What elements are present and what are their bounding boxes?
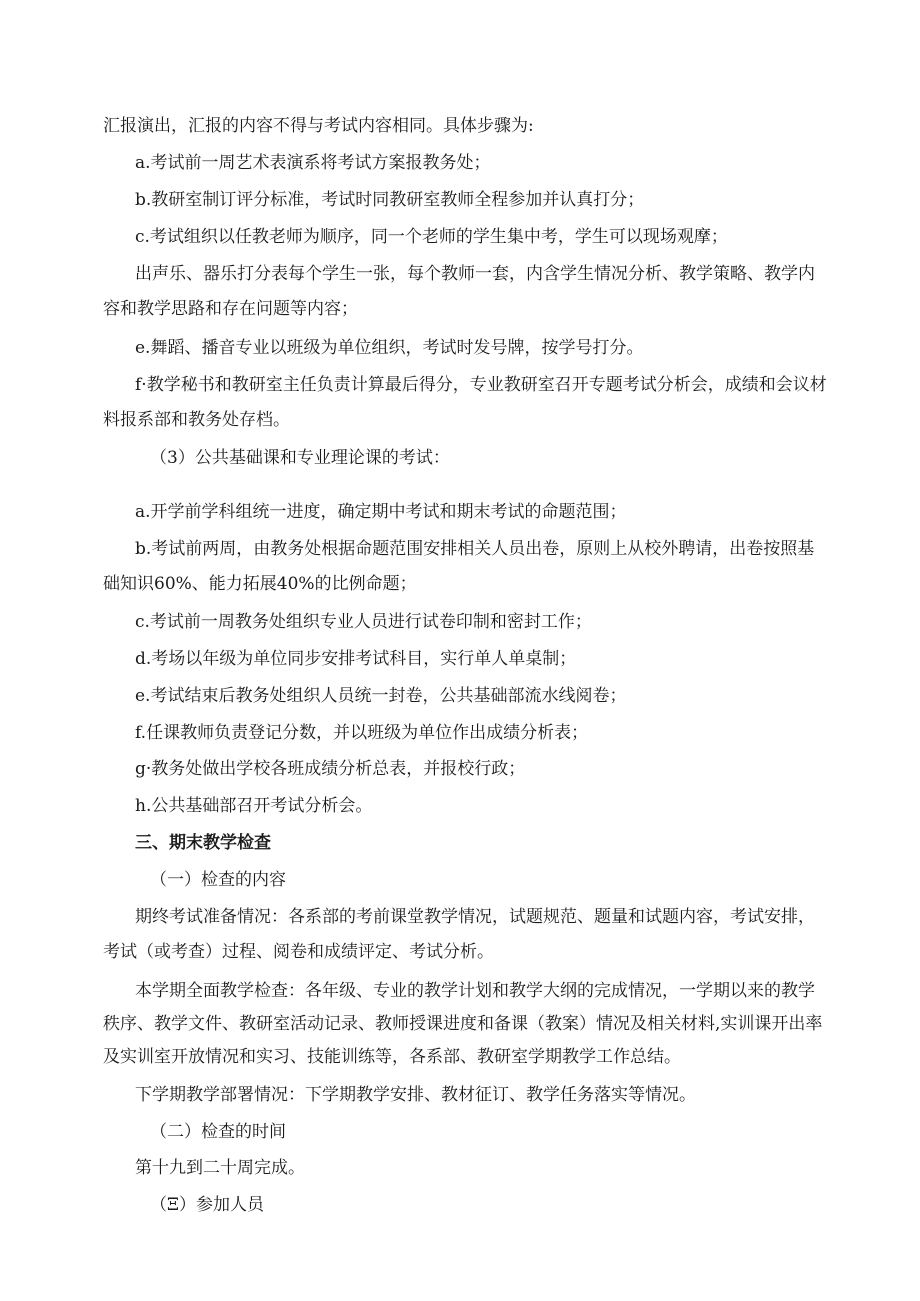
text-line: b.教研室制订评分标准，考试时同教研室教师全程参加并认真打分； bbox=[135, 190, 645, 210]
text-line: a.开学前学科组统一进度，确定期中考试和期末考试的命题范围； bbox=[135, 502, 627, 522]
text-line: 秩序、教学文件、教研室活动记录、教师授课进度和备课（教案）情况及相关材料,实训课开出率 bbox=[103, 1014, 823, 1034]
text-line: e.舞蹈、播音专业以班级为单位组织，考试时发号牌，按学号打分。 bbox=[135, 338, 644, 358]
text-line: d.考场以年级为单位同步安排考试科目，实行单人单桌制； bbox=[135, 649, 577, 669]
section-heading: （3）公共基础课和专业理论课的考试： bbox=[150, 448, 450, 468]
text-line: 本学期全面教学检查：各年级、专业的教学计划和教学大纲的完成情况，一学期以来的教学 bbox=[135, 981, 815, 1001]
subsection-heading: （二）检查的时间 bbox=[150, 1122, 286, 1142]
text-line: 及实训室开放情况和实习、技能训练等，各系部、教研室学期教学工作总结。 bbox=[103, 1047, 681, 1067]
text-line: 第十九到二十周完成。 bbox=[135, 1158, 305, 1178]
text-line: f·教学秘书和教研室主任负责计算最后得分，专业教研室召开专题考试分析会，成绩和会议材 bbox=[135, 375, 827, 395]
text-line: g·教务处做出学校各班成绩分析总表，并报校行政； bbox=[135, 759, 526, 779]
text-line: h.公共基础部召开考试分析会。 bbox=[135, 796, 373, 816]
text-line: 期终考试准备情况：各系部的考前课堂教学情况，试题规范、题量和试题内容，考试安排， bbox=[135, 907, 815, 927]
text-line: 容和教学思路和存在问题等内容； bbox=[103, 299, 358, 319]
text-line: f.任课教师负责登记分数，并以班级为单位作出成绩分析表； bbox=[135, 723, 589, 743]
text-line: c.考试组织以任教老师为顺序，同一个老师的学生集中考，学生可以现场观摩； bbox=[135, 227, 728, 247]
text-line: 下学期教学部署情况：下学期教学安排、教材征订、教学任务落实等情况。 bbox=[135, 1085, 696, 1105]
subsection-heading: （Ξ）参加人员 bbox=[150, 1195, 264, 1215]
text-line: a.考试前一周艺术表演系将考试方案报教务处； bbox=[135, 153, 491, 173]
text-line: 出声乐、器乐打分表每个学生一张，每个教师一套，内含学生情况分析、教学策略、教学内 bbox=[135, 264, 815, 284]
text-line: b.考试前两周，由教务处根据命题范围安排相关人员出卷，原则上从校外聘请，出卷按照基 bbox=[135, 539, 815, 559]
subsection-heading: （一）检查的内容 bbox=[150, 870, 286, 890]
section-title: 三、期末教学检查 bbox=[135, 833, 271, 853]
text-line: 料报系部和教务处存档。 bbox=[103, 410, 290, 430]
text-line: e.考试结束后教务处组织人员统一封卷，公共基础部流水线阅卷； bbox=[135, 686, 627, 706]
text-line: 考试（或考查）过程、阅卷和成绩评定、考试分析。 bbox=[103, 942, 494, 962]
text-line: 础知识60%、能力拓展40%的比例命题； bbox=[103, 574, 417, 594]
text-line: c.考试前一周教务处组织专业人员进行试卷印制和密封工作； bbox=[135, 612, 592, 632]
text-line: 汇报演出，汇报的内容不得与考试内容相同。具体步骤为: bbox=[103, 116, 534, 136]
